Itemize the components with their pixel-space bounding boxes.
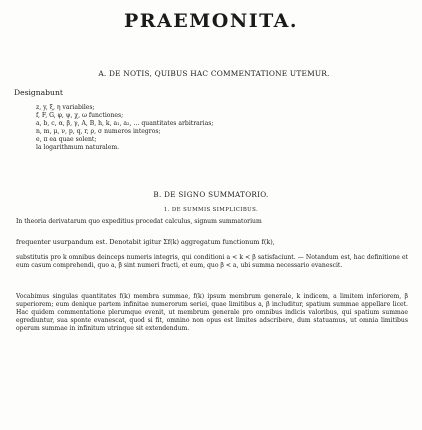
section-a-heading: A. DE NOTIS, QUIBUS HAC COMMENTATIONE UTEMUR.	[98, 69, 330, 78]
definition-list	[36, 104, 406, 152]
section-b-subheading: 1. DE SUMMIS SIMPLICIBUS.	[163, 207, 259, 213]
definition-item: z, y, ξ, η variabiles;	[36, 104, 95, 111]
page-title: PRAEMONITA.	[123, 10, 299, 32]
paragraph-terminology: Vocabimus singulas quantitates f(k) membra summae, f(k) ipsum membrum generale, k indicem, a limitem inferiorem, β superiorem; eum denique partem infinitae numerorum seriei, quae limitibus a, β includitur, spatium summae appellare licet. Hac quidem commentatione plerumque evenit, ut membrum generale pro omnibus indicis valoribus, qui spatium summae egrediuntur, sua sponte evanescat, quod si fit, omnino non opus est limites adscribere, dum statuamus, ut omnia limitibus operum summae in infinitum utrinque sit extendendum.	[16, 293, 408, 332]
definition-item: la logarithmum naturalem.	[36, 144, 120, 151]
paragraph-intro: In theoria derivatarum quo expeditius procedat calculus, signum summatorium	[16, 218, 262, 225]
designation-label: Designabunt	[14, 88, 63, 97]
definition-item: n, m, μ, ν, p, q, r, ρ, σ numeros integros;	[36, 128, 161, 135]
definition-item: a, b, c, α, β, γ, A, B, h, k, a₁, a₂, … quantitates arbitrarias;	[36, 120, 214, 127]
paragraph-definition: substitutis pro k omnibus deinceps numeris integris, qui conditioni a < k < β satisfaciunt. — Notandum est, hac definitione et eum casum comprehendi, quo a, β sint numeri fracti, et eum, quo β < a, ubi summa necessario evanescit.	[16, 254, 408, 269]
definition-item: e, π ea quae solent;	[36, 136, 97, 143]
definition-item: f, F, G, φ, ψ, χ, ω functiones;	[36, 112, 124, 119]
section-b-heading: B. DE SIGNO SUMMATORIO.	[153, 190, 269, 199]
formula-line: frequenter usurpandum est. Denotabit igitur Σf(k) aggregatum functionum f(k),	[16, 238, 275, 246]
